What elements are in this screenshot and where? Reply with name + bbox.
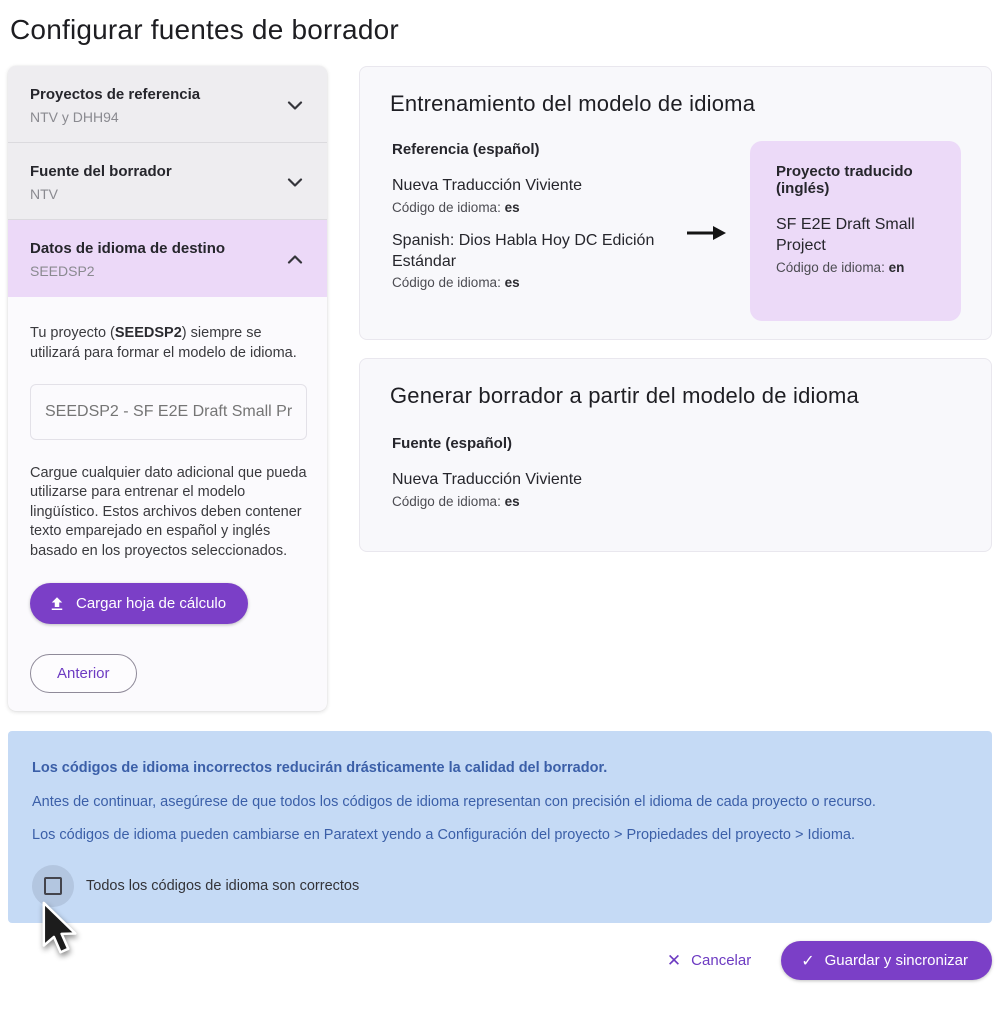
reference-header: Referencia (español) [392, 141, 540, 158]
checkbox-row [32, 865, 968, 907]
main-column [359, 66, 992, 552]
generate-card [359, 358, 992, 552]
warning-line-1: Los códigos de idioma incorrectos reducirán drásticamente la calidad del borrador. [32, 760, 608, 777]
reference-project [392, 176, 662, 215]
upload-icon [48, 595, 66, 613]
page-title: Configurar fuentes de borrador [10, 14, 399, 45]
accordion-draft-source[interactable] [8, 143, 327, 220]
project-note: Tu proyecto (SEEDSP2) siempre se utilizará para formar el modelo de idioma. [30, 325, 297, 362]
save-and-sync-button[interactable] [781, 941, 992, 980]
generate-card-title: Generar borrador a partir del modelo de idioma [390, 383, 859, 408]
accordion-subtitle: NTV [30, 185, 58, 202]
project-name: Nueva Traducción Viviente [392, 471, 583, 488]
language-codes-warning [8, 731, 992, 923]
cancel-button-label: Cancelar [691, 952, 752, 970]
check-icon: ✓ [801, 952, 815, 970]
accordion-subtitle: SEEDSP2 [30, 263, 95, 279]
warning-line-2: Antes de continuar, asegúrese de que todos los códigos de idioma representan con precisión el idioma de cada proyecto o recurso. [32, 793, 876, 810]
previous-button[interactable] [30, 654, 137, 693]
target-language-panel [8, 297, 327, 711]
training-card-title: Entrenamiento del modelo de idioma [390, 91, 756, 116]
reference-project [392, 231, 662, 291]
main-layout [8, 66, 992, 711]
accordion-title: Datos de idioma de destino [30, 240, 226, 257]
language-code: en [888, 259, 905, 275]
language-code-line: Código de idioma: es [392, 493, 520, 509]
source-header: Fuente (español) [392, 435, 513, 452]
accordion-header-text [30, 240, 225, 279]
checkbox-label: Todos los códigos de idioma son correctos [86, 878, 360, 895]
save-button-label: Guardar y sincronizar [824, 952, 968, 970]
close-icon: ✕ [666, 950, 682, 970]
project-name: Nueva Traducción Viviente [392, 177, 583, 194]
cancel-button[interactable] [667, 951, 751, 971]
translated-header: Proyecto traducido (inglés) [776, 163, 913, 197]
training-row [390, 141, 961, 321]
chevron-up-icon [287, 255, 303, 264]
language-code: es [504, 493, 520, 509]
checkbox-box [44, 877, 62, 895]
accordion-target-language-data[interactable] [8, 220, 327, 297]
project-name: Spanish: Dios Habla Hoy DC Edición Estándar [392, 231, 655, 270]
language-code-line: Código de idioma: en [776, 259, 905, 275]
chevron-down-icon [287, 178, 303, 187]
accordion-reference-projects[interactable] [8, 66, 327, 143]
accordion-header-text [30, 163, 172, 202]
translated-project-box [750, 141, 961, 321]
upload-spreadsheet-button[interactable] [30, 583, 248, 624]
right-arrow-icon [685, 141, 727, 321]
generate-body [390, 435, 961, 533]
project-code: SEEDSP2 [114, 325, 182, 341]
language-code: es [504, 275, 520, 291]
reference-column [390, 141, 662, 321]
language-code-line: Código de idioma: es [392, 275, 520, 291]
language-code: es [504, 199, 520, 215]
language-codes-checkbox[interactable] [32, 865, 74, 907]
accordion-header-text [30, 86, 200, 125]
language-code-line: Código de idioma: es [392, 199, 520, 215]
upload-help-text: Cargue cualquier dato adicional que pueda utilizarse para entrenar el modelo lingüístico. Estos archivos deben contener texto emparejado en español y inglés basado en los proyectos seleccionados. [30, 464, 307, 559]
accordion-title: Proyectos de referencia [30, 85, 201, 103]
footer-actions [8, 941, 992, 980]
accordion-title: Fuente del borrador [30, 162, 172, 180]
training-card [359, 66, 992, 340]
upload-button-label: Cargar hoja de cálculo [76, 595, 227, 613]
warning-line-3: Los códigos de idioma pueden cambiarse en Paratext yendo a Configuración del proyecto > Propiedades del proyecto > Idioma. [32, 827, 855, 843]
project-name: SF E2E Draft Small Project [776, 216, 915, 254]
draft-sources-stepper [8, 66, 327, 711]
arrow-column [662, 141, 750, 321]
target-project-field [30, 384, 307, 440]
chevron-down-icon [287, 101, 303, 110]
previous-button-label: Anterior [57, 665, 110, 683]
accordion-subtitle: NTV y DHH94 [30, 108, 119, 125]
